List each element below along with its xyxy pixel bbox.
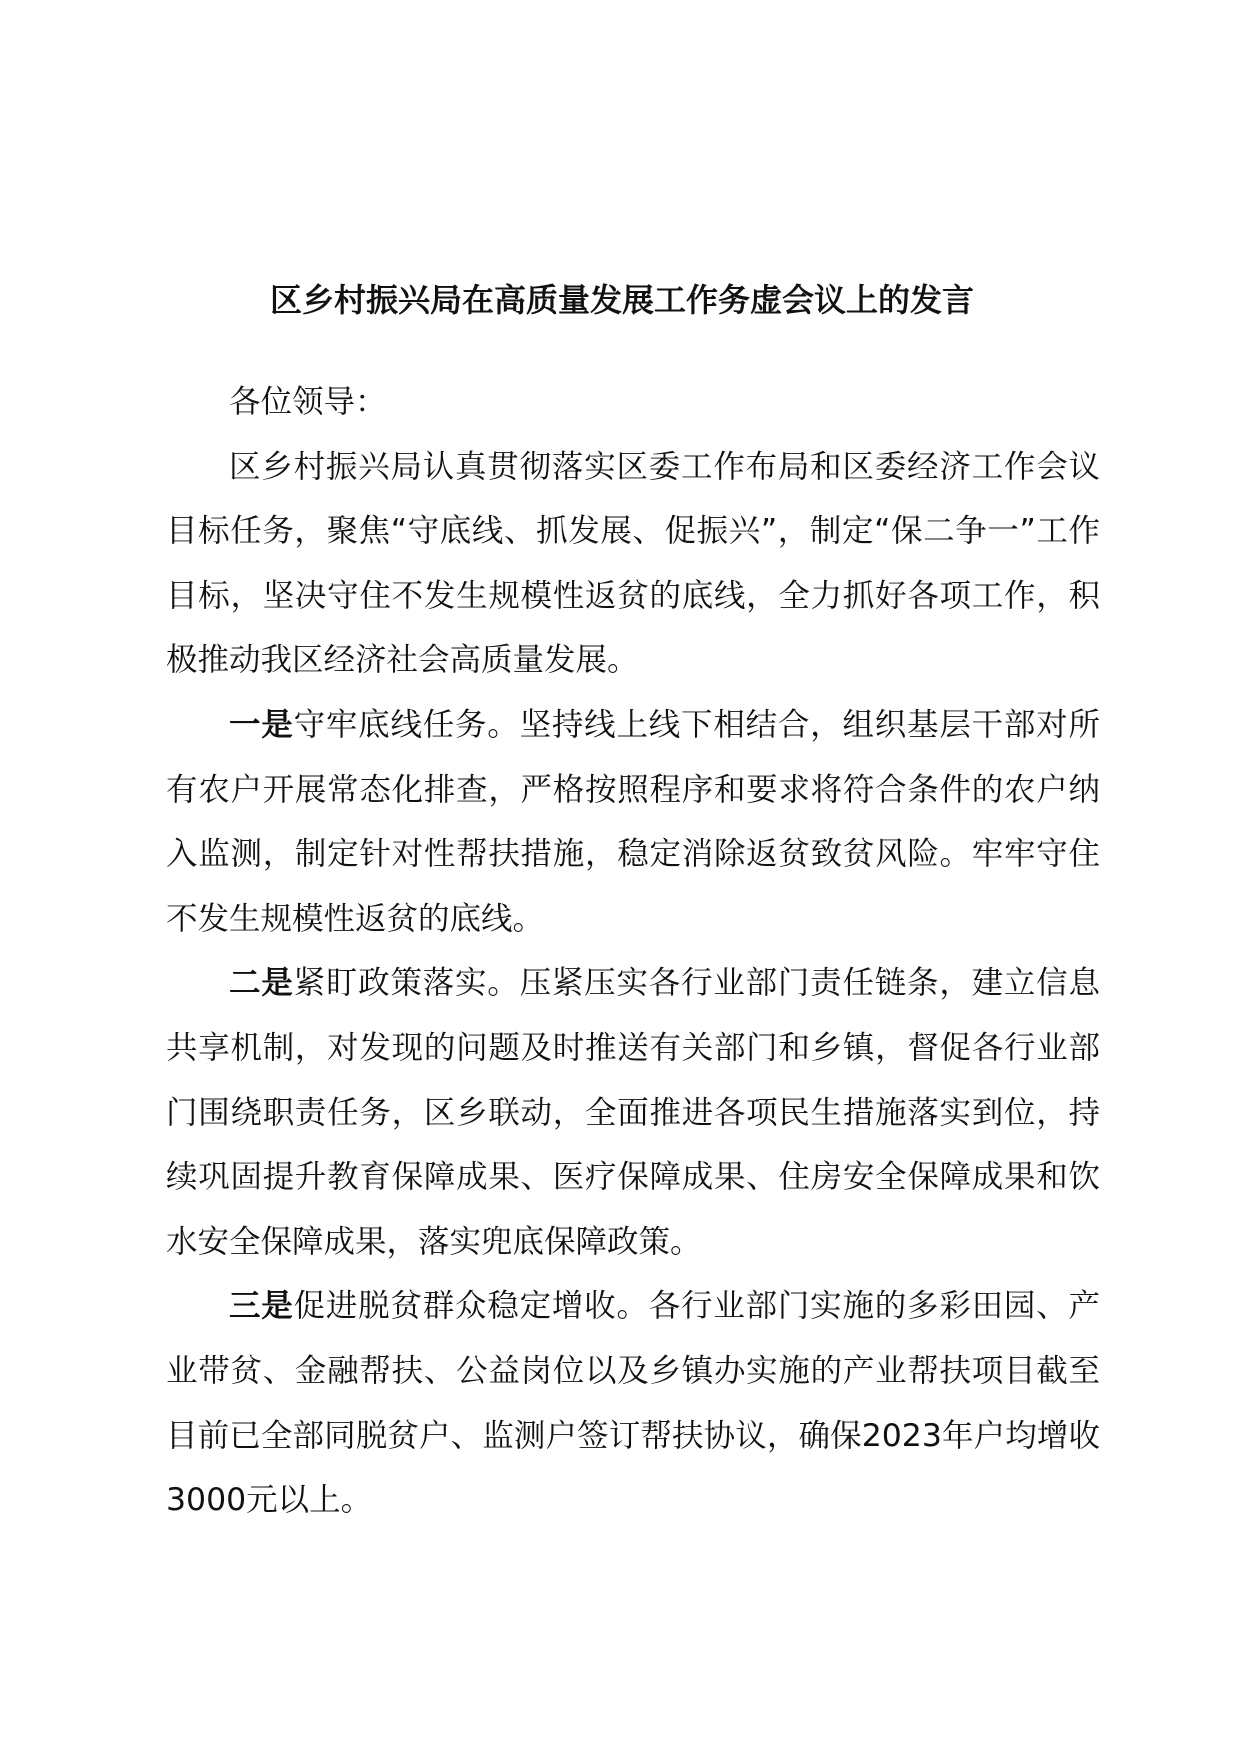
point-paragraph-2	[166, 951, 1100, 1274]
point-lead: 三是	[229, 1288, 294, 1325]
point-text: 促进脱贫群众稳定增收。各行业部门实施的多彩田园、产业带贫、金融帮扶、公益岗位以及乡镇办实施的产业帮扶项目截至目前已全部同脱贫户、监测户签订帮扶协议，确保2023年户均增收3000元以上。	[166, 1288, 1100, 1519]
point-paragraph-1	[166, 693, 1100, 951]
point-lead: 一是	[229, 706, 294, 743]
salutation: 各位领导：	[229, 384, 387, 420]
document-title: 区乡村振兴局在高质量发展工作务虚会议上的发言	[269, 281, 974, 319]
document-body	[166, 370, 1100, 1533]
point-text: 守牢底线任务。坚持线上线下相结合，组织基层干部对所有农户开展常态化排查，严格按照程序和要求将符合条件的农户纳入监测，制定针对性帮扶措施，稳定消除返贫致贫风险。牢牢守住不发生规模性返贫的底线。	[166, 706, 1100, 937]
point-lead: 二是	[229, 965, 294, 1002]
point-text: 紧盯政策落实。压紧压实各行业部门责任链条，建立信息共享机制，对发现的问题及时推送有关部门和乡镇，督促各行业部门围绕职责任务，区乡联动，全面推进各项民生措施落实到位，持续巩固提升教育保障成果、医疗保障成果、住房安全保障成果和饮水安全保障成果，落实兜底保障政策。	[166, 965, 1100, 1260]
intro-paragraph: 区乡村振兴局认真贯彻落实区委工作布局和区委经济工作会议目标任务，聚焦“守底线、抓发展、促振兴”，制定“保二争一”工作目标，坚决守住不发生规模性返贫的底线，全力抓好各项工作，积极推动我区经济社会高质量发展。	[166, 448, 1100, 679]
point-paragraph-3	[166, 1274, 1100, 1532]
